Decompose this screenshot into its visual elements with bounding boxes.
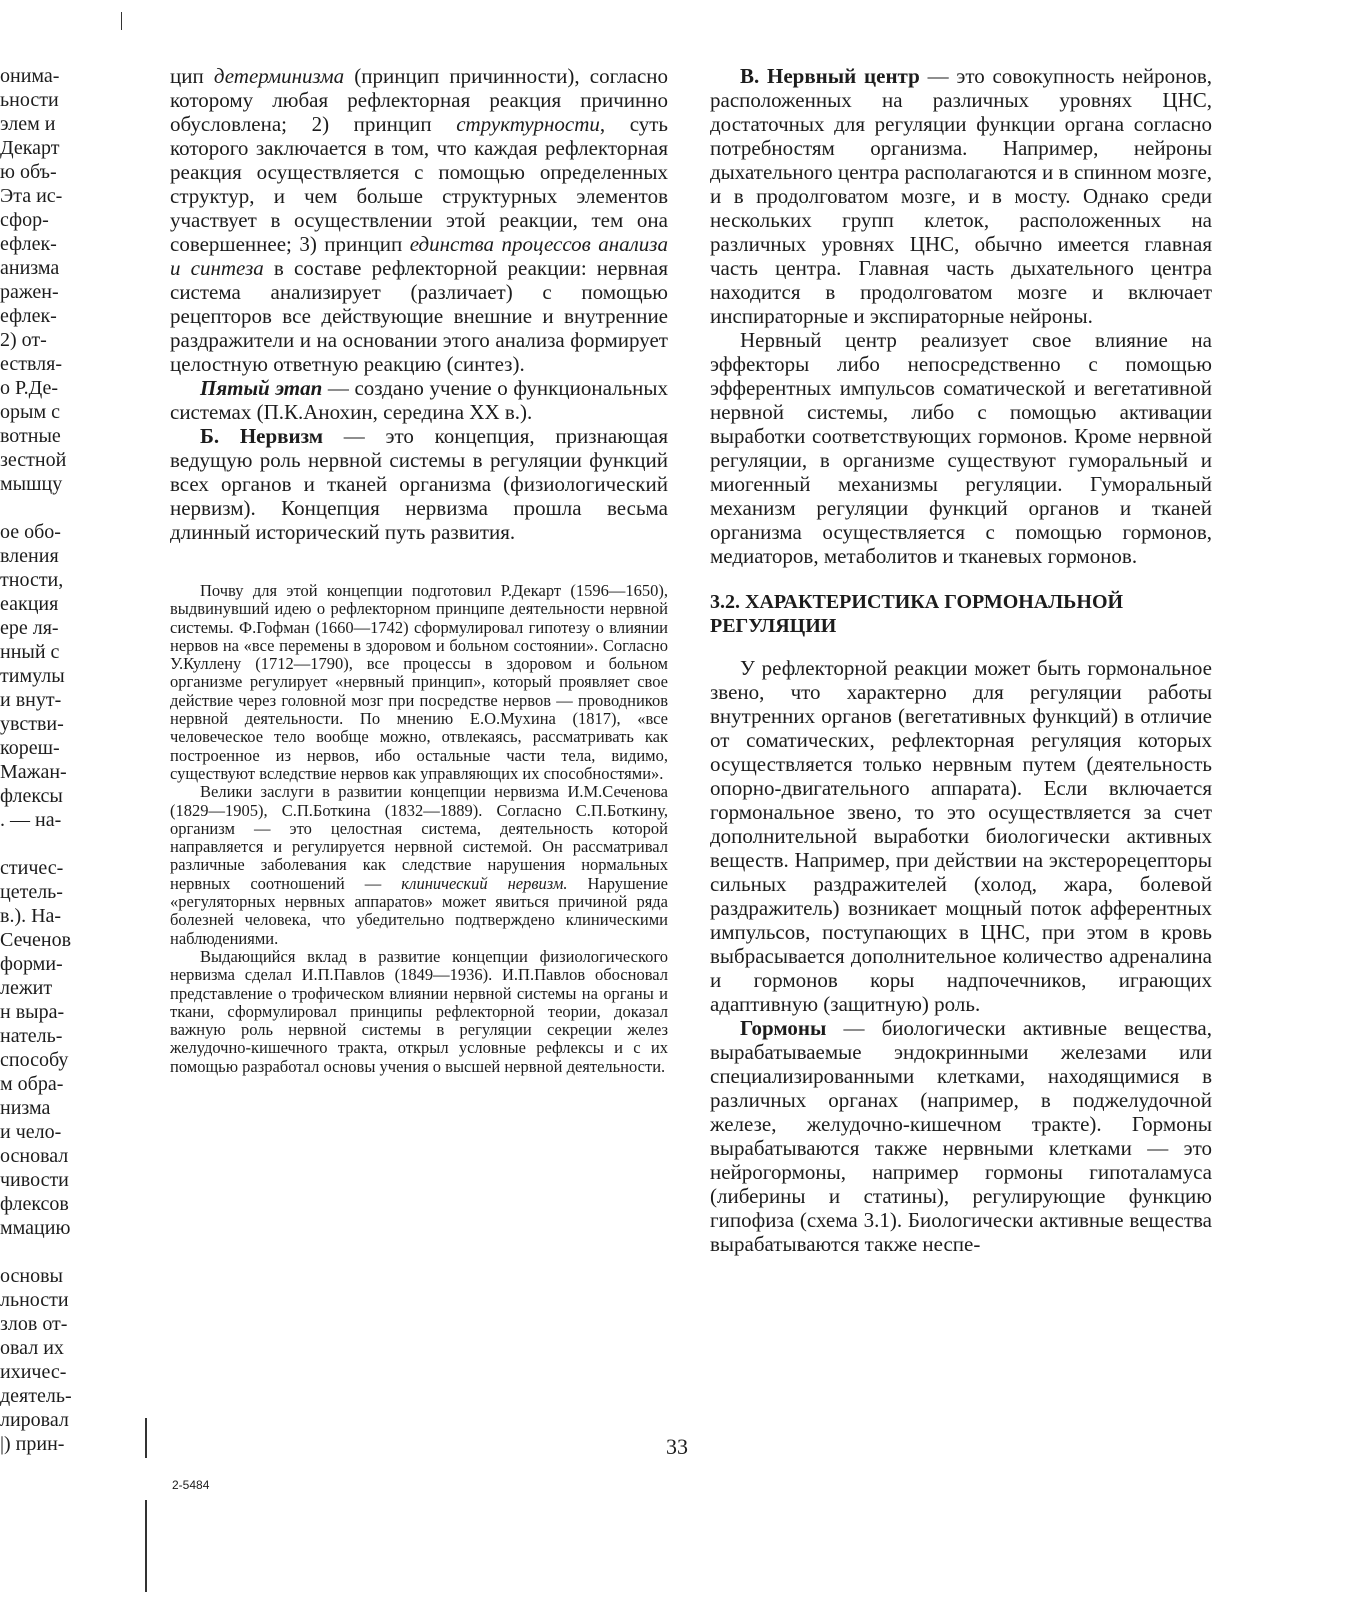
- term-determinism: детерминизма: [213, 64, 345, 88]
- page-number: 33: [666, 1434, 688, 1459]
- left-fragment-line: ествля-: [0, 353, 63, 375]
- small-paragraph-sechenov-botkin: Велики заслуги в развитии концепции нервизма И.М.Сеченова (1829—1905), С.П.Боткина (1832—1889). Согласно С.П.Боткину, организм — это целостная система, деятельность которой направляется и регулируется нервной системой. Он рассматривал различные заболевания как следствие нарушения нормальных нервных соотношений — клинический нервизм. Нарушение «регуляторных нервных аппаратов» может явиться причиной ряда болезней человека, что убедительно подтверждено клиническими наблюдениями.: [170, 782, 668, 948]
- left-fragment-line: злов от-: [0, 1313, 68, 1335]
- term-nerve-center: В. Нервный центр: [740, 64, 920, 88]
- paragraph-hormonal-link: У рефлекторной реакции может быть гормональное звено, что характерно для регуляции работы внутренних органов (вегетативных функций) в отличие от соматических, рефлекторная регуляция которых осуществляется только нервным путем (деятельность опорно-двигательного аппарата). Если включается гормональное звено, то это осуществляется за счет дополнительной выработки биологически активных веществ. Например, при действии на экстерорецепторы сильных раздражителей (холод, жара, болевой раздражитель) возникает мощный поток афферентных импульсов, поступающих в ЦНС, при этом в кровь выбрасывается дополнительное количество адреналина и гормонов коры надпочечников, играющих адаптивную (защитную) роль.: [710, 656, 1212, 1016]
- left-fragment-line: м обра-: [0, 1073, 64, 1095]
- paragraph-principles: цип детерминизма (принцип причинности), согласно которому любая рефлекторная реакция причинно обусловлена; 2) принцип структурности, суть которого заключается в том, что каждая рефлекторная реакция осуществляется с помощью определенных структур, и чем больше структурных элементов участвует в осуществлении этой реакции, тем она совершеннее; 3) принцип единства процессов анализа и синтеза в составе рефлекторной реакции: нервная система анализирует (различает) с помощью рецепторов все действующие внешние и внутренние раздражители и на основании этого анализа формирует целостную ответную реакцию (синтез).: [170, 64, 669, 376]
- left-fragment-line: увстви-: [0, 713, 64, 735]
- left-fragment-line: вления: [0, 545, 59, 567]
- left-fragment-line: ере ля-: [0, 617, 59, 639]
- margin-mark-top: [121, 12, 122, 30]
- left-fragment-line: . — на-: [0, 809, 62, 831]
- left-fragment-line: овал их: [0, 1337, 64, 1359]
- left-fragment-line: основы: [0, 1265, 63, 1287]
- left-fragment-line: ьности: [0, 89, 59, 111]
- section-heading: 3.2. ХАРАКТЕРИСТИКА ГОРМОНАЛЬНОЙ РЕГУЛЯЦИИ: [710, 591, 1124, 637]
- margin-mark-bottom-1: [145, 1418, 147, 1458]
- left-fragment-line: и чело-: [0, 1121, 62, 1143]
- left-fragment-line: сфор-: [0, 209, 49, 231]
- left-fragment-line: способу: [0, 1049, 69, 1071]
- left-fragment-line: флексов: [0, 1193, 69, 1215]
- left-fragment-line: о Р.Де-: [0, 377, 59, 399]
- left-fragment-line: ммацию: [0, 1217, 71, 1239]
- left-fragment-line: ефлек-: [0, 233, 57, 255]
- term-hormones: Гормоны: [740, 1016, 827, 1040]
- term-fifth-stage: Пятый этап: [200, 376, 323, 400]
- left-column-fragments: [0, 64, 132, 1456]
- left-fragment-line: Декарт: [0, 137, 60, 159]
- left-fragment-line: основал: [0, 1145, 69, 1167]
- left-fragment-line: нный с: [0, 641, 60, 663]
- left-fragment-line: кореш-: [0, 737, 60, 759]
- left-fragment-line: Сеченов: [0, 929, 72, 951]
- left-fragment-line: ефлек-: [0, 305, 57, 327]
- left-fragment-line: ихичес-: [0, 1361, 67, 1383]
- middle-column: [170, 64, 668, 1076]
- left-fragment-line: Эта ис-: [0, 185, 63, 207]
- left-fragment-line: ю объ-: [0, 161, 57, 183]
- left-fragment-line: онима-: [0, 65, 60, 87]
- left-fragment-line: тности,: [0, 569, 64, 591]
- left-fragment-line: низма: [0, 1097, 51, 1119]
- term-unity-analysis-synthesis: единства процессов анализа и синтеза: [170, 232, 668, 280]
- left-fragment-line: [0, 496, 132, 520]
- print-code: 2-5484: [172, 1478, 210, 1492]
- left-fragment-line: анизма: [0, 257, 60, 279]
- left-fragment-line: вотные: [0, 425, 61, 447]
- left-fragment-line: и внут-: [0, 689, 62, 711]
- left-fragment-line: 2) от-: [0, 329, 47, 351]
- left-fragment-line: форми-: [0, 953, 63, 975]
- margin-mark-bottom-2: [145, 1500, 147, 1592]
- left-fragment-line: тимулы: [0, 665, 65, 687]
- paragraph-nervism: Б. Нервизм — это концепция, признающая ведущую роль нервной системы в регуляции функций всех органов и тканей организма (физиологический нервизм). Концепция нервизма прошла весьма длинный исторический путь развития.: [170, 424, 668, 544]
- right-column: [710, 64, 1212, 1256]
- left-fragment-line: |) прин-: [0, 1433, 65, 1455]
- left-fragment-line: ражен-: [0, 281, 59, 303]
- left-fragment-line: льности: [0, 1289, 69, 1311]
- term-nervism: Б. Нервизм: [200, 424, 324, 448]
- left-fragment-line: н выра-: [0, 1001, 65, 1023]
- term-structurality: структурности: [456, 112, 600, 136]
- paragraph-fifth-stage: Пятый этап — создано учение о функциональных системах (П.К.Анохин, середина XX в.).: [170, 376, 668, 424]
- left-fragment-line: натель-: [0, 1025, 63, 1047]
- left-fragment-line: в.). На-: [0, 905, 62, 927]
- left-fragment-line: деятель-: [0, 1385, 72, 1407]
- left-fragment-line: еакция: [0, 593, 59, 615]
- left-fragment-line: [0, 832, 132, 856]
- left-fragment-line: ое обо-: [0, 521, 61, 543]
- left-fragment-line: чивости: [0, 1169, 69, 1191]
- left-fragment-line: орым с: [0, 401, 60, 423]
- left-fragment-line: лежит: [0, 977, 53, 999]
- term-clinical-nervism: клинический нервизм.: [401, 873, 568, 893]
- small-paragraph-descartes: Почву для этой концепции подготовил Р.Декарт (1596—1650), выдвинувший идею о рефлекторном принципе деятельности нервной системы. Ф.Гофман (1660—1742) сформулировал гипотезу о влиянии нервов на «все перемены в здоровом и больном состоянии». Согласно У.Куллену (1712—1790), все процессы в здоровом и больном организме регулирует «нервный принцип», который проявляет свое действие через головной мозг при посредстве нервов — проводников нервной деятельности. По мнению Е.О.Мухина (1817), «все человеческое тело вообще можно, отвлекаясь, рассматривать как построенное из нервов, ибо остальные части тела, видимо, существуют вследствие нервов как управляющих их способностями».: [170, 581, 668, 783]
- left-fragment-line: элем и: [0, 113, 56, 135]
- left-fragment-line: Мажан-: [0, 761, 67, 783]
- paragraph-hormones: Гормоны — биологически активные вещества, вырабатываемые эндокринными железами или специализированными клетками, находящимися в различных органах (например, в поджелудочной железе, желудочно-кишечном тракте). Гормоны вырабатываются также нервными клетками — это нейрогормоны, например гормоны гипоталамуса (либерины и статины), регулирующие функцию гипофиза (схема 3.1). Биологически активные вещества вырабатываются также неспе-: [710, 1016, 1212, 1256]
- left-fragment-line: стичес-: [0, 857, 64, 879]
- left-fragment-line: цетель-: [0, 881, 63, 903]
- paragraph-nerve-center-influence: Нервный центр реализует свое влияние на эффекторы либо непосредственно с помощью эфферентных импульсов соматической и вегетативной нервной системы, либо с помощью активации выработки соответствующих гормонов. Кроме нервной регуляции, в организме существуют гуморальный и миогенный механизмы регуляции. Гуморальный механизм регуляции функций органов и тканей организма осуществляется с помощью гормонов, медиаторов, метаболитов и тканевых гормонов.: [710, 328, 1212, 568]
- small-paragraph-pavlov: Выдающийся вклад в развитие концепции физиологического нервизма сделал И.П.Павлов (1849—1936). И.П.Павлов обосновал представление о трофическом влиянии нервной системы на органы и ткани, сформулировал принципы рефлекторной теории, доказал важную роль нервной системы в регуляции секреции желез желудочно-кишечного тракта, открыл условные рефлексы и с их помощью разработал основы учения о высшей нервной деятельности.: [170, 946, 668, 1076]
- left-fragment-line: зестной: [0, 449, 67, 471]
- paragraph-nerve-center: В. Нервный центр — это совокупность нейронов, расположенных на различных уровнях ЦНС, достаточных для регуляции функции органа согласно потребностям организма. Например, нейроны дыхательного центра располагаются и в спинном мозге, и в продолговатом мозге, и в мосту. Однако среди нескольких групп клеток, расположенных на различных уровнях ЦНС, обычно имеется главная часть центра. Главная часть дыхательного центра находится в продолговатом мозге и включает инспираторные и экспираторные нейроны.: [710, 64, 1212, 328]
- left-fragment-line: [0, 1240, 132, 1264]
- left-fragment-line: флексы: [0, 785, 63, 807]
- left-fragment-line: мышцу: [0, 473, 63, 495]
- left-fragment-line: лировал: [0, 1409, 69, 1431]
